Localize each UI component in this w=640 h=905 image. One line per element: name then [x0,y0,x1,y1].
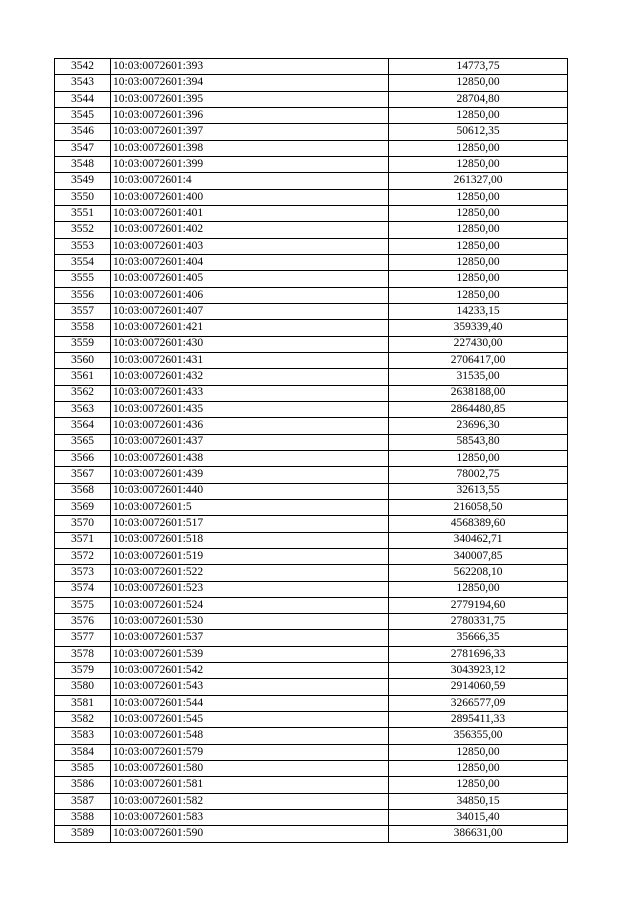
cadastral-number-cell: 10:03:0072601:394 [111,75,389,91]
table-row [55,238,568,254]
table-row [55,124,568,140]
value-cell: 359339,40 [389,320,568,336]
value-cell: 356355,00 [389,728,568,744]
row-number-cell: 3584 [55,744,111,760]
table-row [55,483,568,499]
cadastral-number-cell: 10:03:0072601:542 [111,663,389,679]
cadastral-number-cell: 10:03:0072601:537 [111,630,389,646]
table-row [55,222,568,238]
row-number-cell: 3560 [55,352,111,368]
value-cell: 12850,00 [389,189,568,205]
table-row [55,728,568,744]
table-row [55,401,568,417]
cadastral-number-cell: 10:03:0072601:548 [111,728,389,744]
cadastral-number-cell: 10:03:0072601:432 [111,369,389,385]
cadastral-number-cell: 10:03:0072601:523 [111,581,389,597]
row-number-cell: 3548 [55,156,111,172]
row-number-cell: 3570 [55,516,111,532]
value-cell: 12850,00 [389,271,568,287]
table-row [55,810,568,826]
value-cell: 4568389,60 [389,516,568,532]
cadastral-number-cell: 10:03:0072601:402 [111,222,389,238]
table-row [55,516,568,532]
value-cell: 216058,50 [389,499,568,515]
table-row [55,91,568,107]
table-body [55,59,568,843]
row-number-cell: 3566 [55,450,111,466]
table-row [55,352,568,368]
row-number-cell: 3557 [55,303,111,319]
value-cell: 23696,30 [389,418,568,434]
value-cell: 386631,00 [389,826,568,842]
row-number-cell: 3579 [55,663,111,679]
table-row [55,173,568,189]
value-cell: 12850,00 [389,287,568,303]
table-row [55,450,568,466]
row-number-cell: 3575 [55,597,111,613]
table-row [55,581,568,597]
value-cell: 2780331,75 [389,614,568,630]
cadastral-number-cell: 10:03:0072601:401 [111,205,389,221]
value-cell: 2706417,00 [389,352,568,368]
value-cell: 12850,00 [389,581,568,597]
row-number-cell: 3569 [55,499,111,515]
table-row [55,189,568,205]
cadastral-number-cell: 10:03:0072601:545 [111,712,389,728]
table-row [55,140,568,156]
row-number-cell: 3559 [55,336,111,352]
table-row [55,434,568,450]
cadastral-number-cell: 10:03:0072601:430 [111,336,389,352]
table-row [55,548,568,564]
row-number-cell: 3578 [55,646,111,662]
table-row [55,336,568,352]
value-cell: 12850,00 [389,205,568,221]
cadastral-number-cell: 10:03:0072601:579 [111,744,389,760]
value-cell: 12850,00 [389,254,568,270]
row-number-cell: 3555 [55,271,111,287]
value-cell: 340007,85 [389,548,568,564]
cadastral-number-cell: 10:03:0072601:522 [111,565,389,581]
table-row [55,107,568,123]
table-row [55,369,568,385]
value-cell: 31535,00 [389,369,568,385]
value-cell: 78002,75 [389,467,568,483]
row-number-cell: 3564 [55,418,111,434]
cadastral-number-cell: 10:03:0072601:438 [111,450,389,466]
table-row [55,663,568,679]
value-cell: 28704,80 [389,91,568,107]
row-number-cell: 3549 [55,173,111,189]
cadastral-number-cell: 10:03:0072601:539 [111,646,389,662]
value-cell: 12850,00 [389,140,568,156]
row-number-cell: 3550 [55,189,111,205]
cadastral-number-cell: 10:03:0072601:580 [111,761,389,777]
cadastral-number-cell: 10:03:0072601:590 [111,826,389,842]
value-cell: 12850,00 [389,777,568,793]
value-cell: 3043923,12 [389,663,568,679]
value-cell: 14233,15 [389,303,568,319]
row-number-cell: 3542 [55,59,111,75]
cadastral-number-cell: 10:03:0072601:517 [111,516,389,532]
row-number-cell: 3543 [55,75,111,91]
cadastral-number-cell: 10:03:0072601:524 [111,597,389,613]
table-row [55,712,568,728]
cadastral-number-cell: 10:03:0072601:421 [111,320,389,336]
value-cell: 12850,00 [389,238,568,254]
row-number-cell: 3572 [55,548,111,564]
row-number-cell: 3567 [55,467,111,483]
row-number-cell: 3556 [55,287,111,303]
cadastral-number-cell: 10:03:0072601:395 [111,91,389,107]
cadastral-number-cell: 10:03:0072601:399 [111,156,389,172]
cadastral-number-cell: 10:03:0072601:404 [111,254,389,270]
value-cell: 12850,00 [389,744,568,760]
row-number-cell: 3574 [55,581,111,597]
row-number-cell: 3561 [55,369,111,385]
cadastral-number-cell: 10:03:0072601:403 [111,238,389,254]
table-row [55,646,568,662]
table-row [55,385,568,401]
row-number-cell: 3554 [55,254,111,270]
table-row [55,679,568,695]
value-cell: 227430,00 [389,336,568,352]
cadastral-number-cell: 10:03:0072601:518 [111,532,389,548]
row-number-cell: 3588 [55,810,111,826]
row-number-cell: 3544 [55,91,111,107]
table-row [55,597,568,613]
cadastral-number-cell: 10:03:0072601:436 [111,418,389,434]
cadastral-number-cell: 10:03:0072601:398 [111,140,389,156]
row-number-cell: 3583 [55,728,111,744]
row-number-cell: 3563 [55,401,111,417]
row-number-cell: 3546 [55,124,111,140]
cadastral-number-cell: 10:03:0072601:4 [111,173,389,189]
row-number-cell: 3580 [55,679,111,695]
row-number-cell: 3582 [55,712,111,728]
table-row [55,303,568,319]
table-row [55,695,568,711]
row-number-cell: 3581 [55,695,111,711]
value-cell: 3266577,09 [389,695,568,711]
table-row [55,254,568,270]
value-cell: 2895411,33 [389,712,568,728]
table-row [55,75,568,91]
row-number-cell: 3573 [55,565,111,581]
table-row [55,777,568,793]
cadastral-number-cell: 10:03:0072601:544 [111,695,389,711]
cadastral-number-cell: 10:03:0072601:393 [111,59,389,75]
cadastral-number-cell: 10:03:0072601:431 [111,352,389,368]
value-cell: 12850,00 [389,450,568,466]
value-cell: 2914060,59 [389,679,568,695]
cadastral-number-cell: 10:03:0072601:406 [111,287,389,303]
cadastral-number-cell: 10:03:0072601:407 [111,303,389,319]
table-row [55,826,568,842]
table-row [55,156,568,172]
cadastral-number-cell: 10:03:0072601:400 [111,189,389,205]
table-row [55,499,568,515]
value-cell: 12850,00 [389,222,568,238]
value-cell: 340462,71 [389,532,568,548]
value-cell: 34015,40 [389,810,568,826]
row-number-cell: 3585 [55,761,111,777]
table-row [55,418,568,434]
cadastral-number-cell: 10:03:0072601:543 [111,679,389,695]
row-number-cell: 3562 [55,385,111,401]
table-row [55,761,568,777]
row-number-cell: 3553 [55,238,111,254]
row-number-cell: 3576 [55,614,111,630]
table-row [55,532,568,548]
value-cell: 12850,00 [389,761,568,777]
value-cell: 34850,15 [389,793,568,809]
row-number-cell: 3587 [55,793,111,809]
cadastral-number-cell: 10:03:0072601:405 [111,271,389,287]
value-cell: 12850,00 [389,156,568,172]
table-row [55,614,568,630]
table-row [55,793,568,809]
row-number-cell: 3586 [55,777,111,793]
cadastral-number-cell: 10:03:0072601:530 [111,614,389,630]
value-cell: 2638188,00 [389,385,568,401]
row-number-cell: 3552 [55,222,111,238]
table-row [55,630,568,646]
row-number-cell: 3565 [55,434,111,450]
cadastral-number-cell: 10:03:0072601:439 [111,467,389,483]
row-number-cell: 3589 [55,826,111,842]
table-row [55,320,568,336]
value-cell: 562208,10 [389,565,568,581]
row-number-cell: 3568 [55,483,111,499]
row-number-cell: 3551 [55,205,111,221]
cadastral-value-table [54,58,568,843]
table-row [55,565,568,581]
cadastral-number-cell: 10:03:0072601:435 [111,401,389,417]
table-row [55,205,568,221]
table-row [55,467,568,483]
cadastral-number-cell: 10:03:0072601:583 [111,810,389,826]
value-cell: 12850,00 [389,75,568,91]
row-number-cell: 3571 [55,532,111,548]
value-cell: 50612,35 [389,124,568,140]
cadastral-number-cell: 10:03:0072601:519 [111,548,389,564]
cadastral-number-cell: 10:03:0072601:396 [111,107,389,123]
cadastral-number-cell: 10:03:0072601:582 [111,793,389,809]
row-number-cell: 3558 [55,320,111,336]
row-number-cell: 3577 [55,630,111,646]
cadastral-number-cell: 10:03:0072601:433 [111,385,389,401]
table-row [55,744,568,760]
value-cell: 32613,55 [389,483,568,499]
table-row [55,287,568,303]
cadastral-number-cell: 10:03:0072601:5 [111,499,389,515]
value-cell: 2781696,33 [389,646,568,662]
cadastral-number-cell: 10:03:0072601:581 [111,777,389,793]
value-cell: 2779194,60 [389,597,568,613]
cadastral-number-cell: 10:03:0072601:397 [111,124,389,140]
cadastral-number-cell: 10:03:0072601:437 [111,434,389,450]
cadastral-number-cell: 10:03:0072601:440 [111,483,389,499]
value-cell: 35666,35 [389,630,568,646]
value-cell: 2864480,85 [389,401,568,417]
row-number-cell: 3545 [55,107,111,123]
value-cell: 261327,00 [389,173,568,189]
row-number-cell: 3547 [55,140,111,156]
value-cell: 14773,75 [389,59,568,75]
table-row [55,59,568,75]
table-row [55,271,568,287]
value-cell: 12850,00 [389,107,568,123]
value-cell: 58543,80 [389,434,568,450]
